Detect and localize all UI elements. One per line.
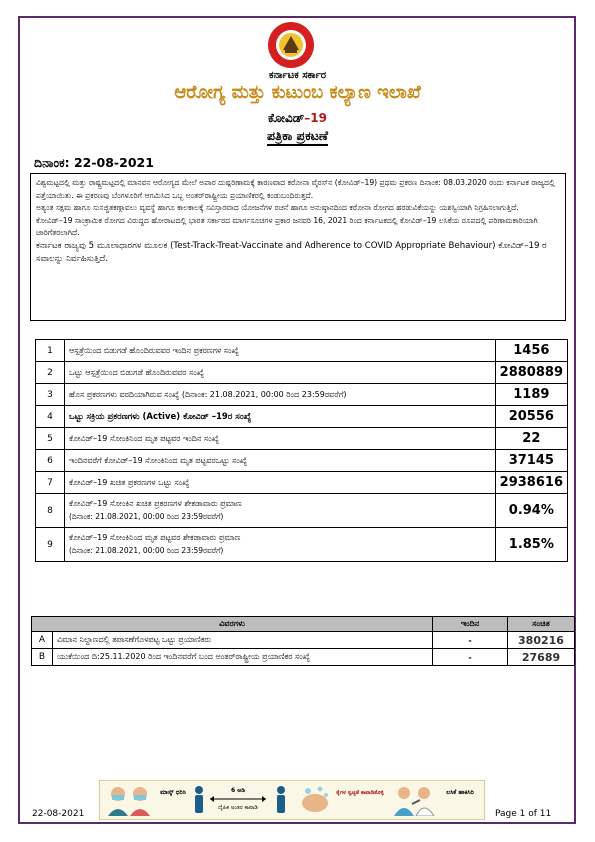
press-release-heading: ಪತ್ರಿಕಾ ಪ್ರಕಟಣೆ <box>0 128 595 144</box>
footer-date: 22-08-2021 <box>32 809 85 819</box>
masked-people-icon <box>104 784 156 816</box>
table-row: 2 ಒಟ್ಟು ಆಸ್ಪತ್ರೆಯಿಂದ ಬಿಡುಗಡೆ ಹೊಂದಿರುವವರ ಸಂಖ್ಯೆ 2880889 <box>36 362 568 384</box>
covid-heading: ಕೋವಿಡ್–19 <box>268 111 327 125</box>
hand-wash-icon <box>298 785 332 815</box>
department-title: ಆರೋಗ್ಯ ಮತ್ತು ಕುಟುಂಬ ಕಲ್ಯಾಣ ಇಲಾಖೆ <box>174 82 421 103</box>
covid-stats-table <box>35 339 568 562</box>
table-row: 1 ಆಸ್ಪತ್ರೆಯಿಂದ ಬಿಡುಗಡೆ ಹೊಂದಿರುವವರ ಇಂದಿನ ಪ್ರಕರಣಗಳ ಸಂಖ್ಯೆ 1456 <box>36 340 568 362</box>
table-row: 6 ಇಂದಿನವರೆಗೆ ಕೋವಿಡ್–19 ಸೋಂಕಿನಿಂದ ಮೃತ ಪಟ್ಟವರಒಟ್ಟು ಸಂಖ್ಯೆ 37145 <box>36 450 568 472</box>
intro-paragraph: ಕೋವಿಡ್–19 ಸಾಂಕ್ರಾಮಿಕ ರೋಗದ ವಿರುದ್ಧದ ಹೋರಾಟದಲ್ಲಿ ಭಾರತ ಸರ್ಕಾರದ ಮಾರ್ಗಸೂಚಿಗಳ ಪ್ರಕಾರ ಜನವರಿ 16, 2021 ರಿಂದ ಕರ್ನಾಟಕದಲ್ಲಿ ಕೋವಿಡ್–19 ಲಸಿಕೆಯ ರೂಪದಲ್ಲಿ ಪರಿಣಾಮಕಾರಿಯಾಗಿ ಜಾರಿಗೆತರಲಾಗಿದೆ. <box>36 215 538 238</box>
covid-behaviour-banner <box>99 780 485 820</box>
distance-label: 6 ಅಡಿ <box>231 787 245 794</box>
distance-caption: ದೈಹಿಕ ಅಂತರ ಕಾಪಾಡಿ <box>218 805 258 811</box>
table-row: 9 ಕೋವಿಡ್–19 ಸೋಂಕಿನಿಂದ ಮೃತ ಪಟ್ಟವರ ಶೇಕಡಾವಾರು ಪ್ರಮಾಣ (ದಿನಾಂಕ: 21.08.2021, 00:00 ರಿಂದ 23:59ರವರೆಗೆ) 1.85% <box>36 528 568 562</box>
table-row: 4 ಒಟ್ಟು ಸಕ್ರಿಯ ಪ್ರಕರಣಗಳು (Active) ಕೋವಿಡ್ –19ರ ಸಂಖ್ಯೆ 20556 <box>36 406 568 428</box>
table-row: 8 ಕೋವಿಡ್–19 ಸೋಂಕಿನ ಖಚಿತ ಪ್ರಕರಣಗಳ ಶೇಕಡಾವಾರು ಪ್ರಮಾಣ (ದಿನಾಂಕ: 21.08.2021, 00:00 ರಿಂದ 23:59ರವರೆಗೆ) 0.94% <box>36 494 568 528</box>
table-row: 3 ಹೊಸ ಪ್ರಕರಣಗಳು ವರದಿಯಾಗಿರುವ ಸಂಖ್ಯೆ (ದಿನಾಂಕ: 21.08.2021, 00:00 ರಿಂದ 23:59ರವರೆಗೆ) 1189 <box>36 384 568 406</box>
intro-paragraph: ಕರ್ನಾಟಕ ರಾಜ್ಯವು 5 ಮೂಲಾಧಾರಗಳ ಮೂಲಕ (Test-Track-Treat-Vaccinate and Adherence to COVID Appropriate Behaviour) ಕೋವಿಡ್–19 ರ ಸವಾಲನ್ನು ನಿರ್ವಹಿಸುತ್ತಿದೆ. <box>36 240 547 264</box>
hands-caption: ಕೈಗಳ ಸ್ವಚ್ಛತೆ ಕಾಪಾಡಿಕೊಳ್ಳಿ <box>336 790 384 796</box>
table-row: 5 ಕೋವಿಡ್–19 ಸೋಂಕಿನಿಂದ ಮೃತ ಪಟ್ಟವರ ಇಂದಿನ ಸಂಖ್ಯೆ 22 <box>36 428 568 450</box>
table-header-row: ವಿವರಗಳು ಇಂದಿನ ಸಂಚಿತ <box>32 617 575 632</box>
person-icon <box>274 785 288 815</box>
release-date: ದಿನಾಂಕ: 22-08-2021 <box>34 155 154 170</box>
karnataka-emblem-icon <box>259 20 323 70</box>
mask-caption: ಮಾಸ್ಕ್ ಧರಿಸಿ <box>160 789 186 796</box>
government-name: ಕರ್ನಾಟಕ ಸರ್ಕಾರ <box>268 70 327 81</box>
intro-paragraph: ಅತ್ಯಂತ ಸಕ್ಷಮ ಹಾಗೂ ಸುಸಜ್ಜಿತಕಣ್ಗಾವಲು ವ್ಯವಸ್ಥೆ ಹಾಗೂ ಕಾಲಕಾಲಕ್ಕೆ ಸವಿಸ್ತಾರವಾದ ಯೋಜನೆಗಳ ರಚನೆ ಹಾಗೂ ಅನುಷ್ಠಾನದಿಂದ ಕರೋನಾ ರೋಗದ ಹರಡುವಿಕೆಯನ್ನು ಯಶಸ್ವಿಯಾಗಿ ನಿಗ್ರಹಿಸಲಾಗುತ್ತಿದೆ. <box>36 203 519 213</box>
page-number: Page 1 of 11 <box>495 809 552 819</box>
table-row: B ಯುಕೆಯಿಂದ ದಿ:25.11.2020 ರಿಂದ ಇಂದಿನವರೆಗೆ ಬಂದ ಅಂತರ್‌ರಾಷ್ಟ್ರೀಯ ಪ್ರಯಾಣಿಕರ ಸಂಖ್ಯೆ - 27689 <box>32 649 575 666</box>
table-row: 7 ಕೋವಿಡ್–19 ಖಚಿತ ಪ್ರಕರಣಗಳ ಒಟ್ಟು ಸಂಖ್ಯೆ 2938616 <box>36 472 568 494</box>
vaccination-icon <box>390 784 438 816</box>
vaccine-caption: ಲಸಿಕೆ ಹಾಕಿಸಿರಿ <box>446 789 474 796</box>
intro-box <box>30 173 566 321</box>
travel-table <box>31 616 575 666</box>
distance-arrow-icon <box>208 795 268 803</box>
table-row: A ವಿಮಾನ ನಿಲ್ದಾಣದಲ್ಲಿ ತಪಾಸಣೆಗೊಳಪಟ್ಟ ಒಟ್ಟು ಪ್ರಯಾಣಿಕರು - 380216 <box>32 632 575 649</box>
intro-paragraph: ವಿಶ್ವಮಟ್ಟದಲ್ಲಿ ಮತ್ತು ರಾಷ್ಟ್ರಮಟ್ಟದಲ್ಲಿ ಮಾನವನ ಆರೋಗ್ಯದ ಮೇಲೆ ಅಪಾರ ದುಷ್ಪರಿಣಾಮಕ್ಕೆ ಕಾರಣವಾದ ಕರೋನಾ ವೈರಸ್‌ನ (ಕೋವಿಡ್–19) ಪ್ರಥಮ ಪ್ರಕರಣ ದಿನಾಂಕ: 08.03.2020 ರಂದು ಕರ್ನಾಟಕ ರಾಜ್ಯದಲ್ಲಿ ಪತ್ತೆಯಾಯಿತು. ಈ ಪ್ರಕರಣವು ಬೆಂಗಳೂರಿಗೆ ಆಗಮಿಸಿದ ಒಬ್ಬ ಅಂತರ್‌ರಾಷ್ಟ್ರೀಯ ಪ್ರಯಾಣಿಕರಲ್ಲಿ ಕಂಡುಬಂದಿರುತ್ತದೆ. <box>36 178 555 200</box>
